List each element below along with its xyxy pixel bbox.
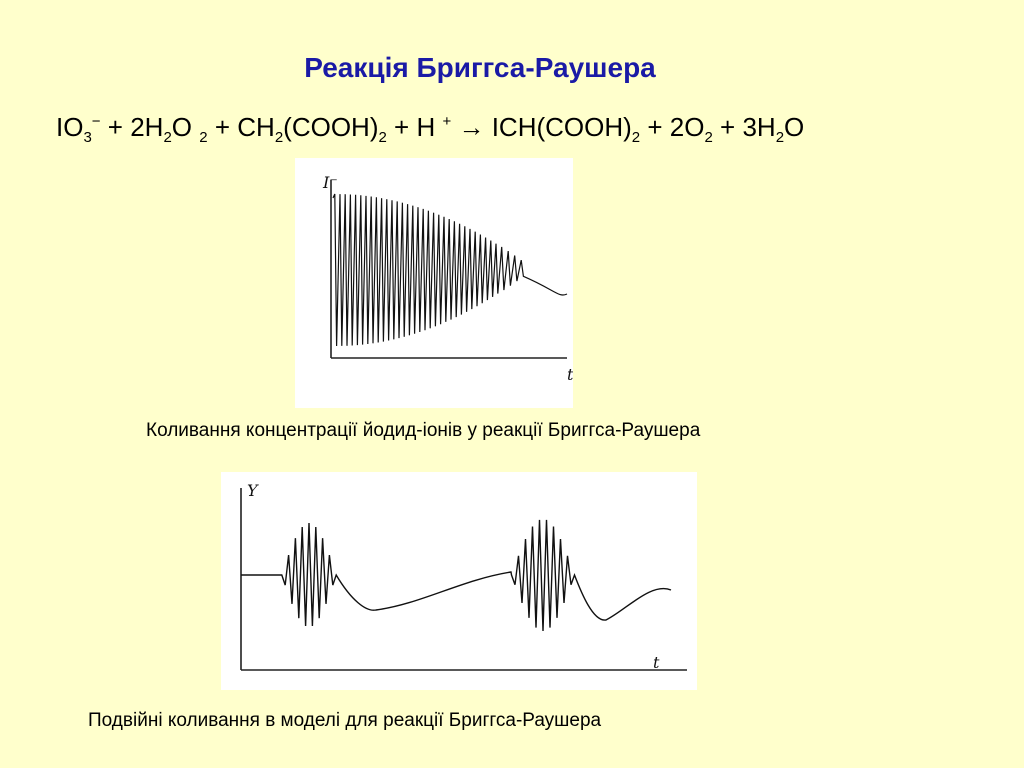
slide-title: Реакція Бриггса-Раушера [304,52,656,83]
reaction-equation: $IO_3^- + 2H_2O$ $_2 + CH_2(COOH)_2 + H$ $^+ \to ICH(COOH)_2 + 2O_2 + 3H_2O$ [56,112,805,146]
double-oscillation-curve [241,520,671,631]
figure2-caption: Подвійні коливання в моделі для реакції Бриггса-Раушера [88,710,602,731]
figure1-caption: Коливання концентрації йодид-іонів у реакції Бриггса-Раушера [146,420,701,441]
y-axis-label: I⁻ [323,173,338,192]
x-axis-label: t [653,653,660,672]
oscillation-curve [333,194,567,346]
double-oscillation-figure [221,472,697,690]
iodide-oscillation-figure [295,158,573,408]
iodide-oscillation-plot [295,158,573,408]
x-axis-label: t [567,365,573,384]
double-oscillation-plot [221,472,697,690]
y-axis-label: Y [247,481,258,500]
